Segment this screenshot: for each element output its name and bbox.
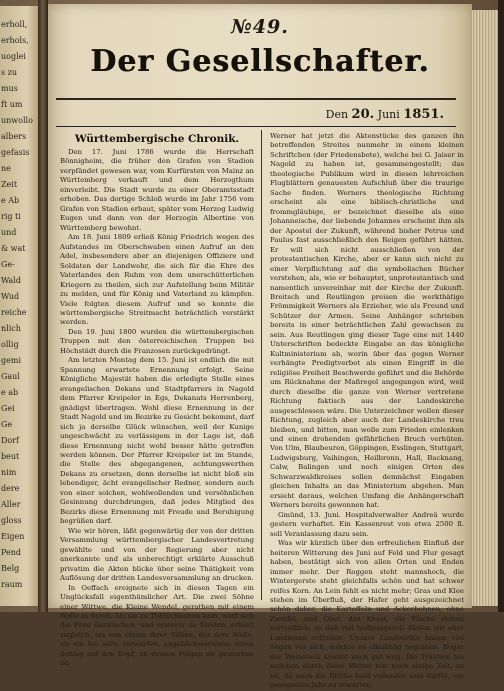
paragraph: Am letzten Montag dem 15. Juni ist endlich die mit Spannung erwartete Ernennung erfolgt. Seine Königliche Majestät haben die erledigte Stelle eines evangelischen Dekans und Stadtpfarrers in Nagold dem Pfarrer Kreipeler in Egs, Dekanats Herrenberg, gnädigst übertragen. Wohl diese Ernennung in der Stadt Nagold und im Bezirke zu Gesicht bekommt, darf sich ja derselbe Glück wünschen, weil der Kunige ungeschwächt zu verlässigem in der Lage ist, daß diese Ernennung nicht wohl besser hätte getroffen werden können. Der Pfarrer Kreipeler ist im Stande, die Stelle des abgegangenen, achtungswerthen Dekans zu ersetzen, denn derselbe ist nicht bloß ein lebendiger, ächt evangelischer Redner, sondern auch von einer solchen, wohlwollenden und versöhnlichen Gesinnung durchdrungen, daß jedes Mitglied des Bezirks diese Ernennung mit Freude und Beruhigung begrüßen darf. [60,356,254,526]
paragraph: Gmünd, 13. Juni. Hospitalverwalter Andreä wurde gestern verhaftet. Ein Kassenrest von etwa 2500 fl. soll Veranlassung dazu sein. [270,510,464,538]
date-prefix: Den [325,108,349,121]
left-page-fragment: rig ti [1,212,21,221]
left-facing-page [0,6,38,606]
left-page-fragment: Eigen [1,532,25,541]
left-page-fragment: albers [1,132,27,141]
left-page-fragment: ollig [1,340,19,349]
left-page-fragment: erhols, [1,36,29,45]
left-page-fragment: & wat [1,244,26,253]
paragraph: Wie wir hören, läßt gegenwärtig der von der dritten Versammlung württembergischer Landesvertretung gewählte und von der Regierung aber nicht anerkannte und als unberechtigt erklärte Ausschuß privatim die Akten blicke über seine Thätigkeit vom Auflösung der dritten Landesversammlung an drucken. [60,526,254,583]
left-column-text [60,148,254,669]
left-page-fragment: erholl, [1,20,28,29]
issue-number: №49. [231,16,289,38]
left-page-fragment: s zu [1,68,18,77]
left-page-fragment: Aller [1,500,21,509]
left-page-fragment: Ge- [1,260,15,269]
left-page-fragment: und [1,228,17,237]
left-page-fragment: gloss [1,516,22,525]
right-column-text [270,132,464,691]
paragraph: Werner hat jetzt die Aktenstücke des ganzen ihn betreffenden Streites nunmehr in einem kleinen Schriftchen (der Friedensbote), welche bei G. Jaiser in Nagold zu haben ist, gesammengestellt; das theologische Publikum wird in diesen lehrreichen Flugblättern genauesten Aufschluß über die traurige Sache finden. Werners theologische Richtung erscheint als eine biblisch-christliche und frommgläubige, er bezeichnet dieselbe als eine Johanneische, der liebende Johannes erscheint ihm als der Apostel der Zukunft, während bisher Petrus und Paulus fast ausschließlich den Reigen geführt hätten. Er will sich nicht ausschließen von der protestantischen Kirche, aber er kann sich nicht zu einer Verpflichtung auf die symbolischen Bücher verstehen, als, wie er behauptet, unprotestantisch und namentlich unvereinbar mit der Kirche der Zukunft. Breitsch und Reutlingen preisen die werkthätige Frömmigkeit Werners als Erzieher, wie als Freund und Schützer der Armen. Seine Anhänger schrieben bereits in einer beträchtlichen Zahl gewachsen zu sein. Aus Reutlingen ging dieser Tage eine mit 1440 Unterschriften bedeckte Eingabe an das königliche Kultministerium ab, worin über das gegen Werner verhängte Predigtverbot als einen Eingriff in die religiöse Freiheit Beschwerde geführt und die Behörde um Rücknahme der Maßregel angegangen wird, weil durch dieselbe die ganze von Werner vertretene Richtung faktisch aus der Landeskirche ausgeschlossen wäre. Die Unterzeichner wollen dieser Richtung, zugleich aber auch der Landeskirche treu bleiben, und bitten, man wolle zum Frieden einlenken und einen drohenden gefährlichen Bruch verhüten. Von Ulm, Blaubeuren, Göppingen, Esslingen, Stuttgart, Ludwigsburg, Vaihingen, Heilbronn, Hall, Backnang, Calw, Balingen und noch einigen Orten des Schwarzwaldkreises sollen demnächst Eingaben gleichen Inhalts an das Ministerium abgehen. Man ersieht daraus, welchen Umfang die Anhängerschaft Werners bereits gewonnen hat. [270,132,464,510]
left-page-fragment: e Ab [1,196,20,205]
page-edges [472,10,500,606]
left-page-fragment: raum [1,580,23,589]
paragraph: Den 17. Juni 1786 wurde die Herrschaft Bönnigheim, die früher den Grafen von Stadion verpfändet gewesen war, vom Kurfürsten von Mainz an Württemberg verkauft und dem Herzogthum einverleibt. Die Stadt wurde zu einer Oberamtsstadt erhoben. Das dortige Schloß wurde im Jahr 1756 vom Grafen von Stadion erbaut, später vom Herzog Ludwig Eugen und dann von der Herzogin Albertine von Württemberg bewohnt. [60,148,254,232]
left-page-fragment: e ab [1,388,19,397]
left-page-fragment: gefasis [1,148,30,157]
left-page-fragment: Zeit [1,180,18,189]
left-column [60,132,254,668]
left-page-fragment: Wud [1,292,20,301]
paragraph: Was wir kürzlich über den erfreulichen Einfluß der heiteren Witterung des Juni auf Feld und Flur gesagt haben, bestätigt sich von allen Orten und Enden immer mehr. Der Roggen steht mannshoch, die Wintergerste steht gleichfalls schön und hat schwer reifes Korn. An Lein fehlt es nicht mehr; Gras und Klee stehen im Überfluß, der Hafer geht ausgezeichnet schön daher, die Kartoffeln und Ackerbohnen, ohne Zweifel, und Obst, das Kraut, die Flachs stehen vortrefflich, so daß viel hoffnungsvoll dürfen wir eher Landmann erfreuen. Unsere Landwirthe haben viel Segen vor sich, möchte es allmählig beginnen. Bogar der Weinstock kommt noch gut weg. Die Trauben bei welchen durch diese Wetter nur noch einige Zeit, so ist, da auch die Blüthe bald vollendet sein dürfte, ein gesegnetes Jahr zu erwarten. [270,539,464,690]
masthead-rule [56,98,456,100]
left-page-fragment: Gaul [1,372,20,381]
left-page-fragment: Belg [1,564,20,573]
book-spine [498,0,504,612]
dateline-rule [56,126,456,127]
left-page-fragment: ft um [1,100,23,109]
paragraph: Am 18. Juni 1809 erließ König Friedrich wegen des Aufstandes im Oberschwaben einen Aufruf an den Adel, insbesondere aber an diejenigen Offiziere und Soldaten der Landwehr, die sich für die Ehre des Vaterlandes den Ruhm von dem unerschütterlichen Kriegern zu theilen, sich zur Aufstellung beim Militär zu melden, und für König und Vaterland zu kämpfen. Viele folgten diesem Aufruf und so konnte die württembergische Streitmacht beträchtlich verstärkt werden. [60,233,254,327]
paragraph: In Oeffach ereignete sich in diesen Tagen ein Unglücksfall eigenthümlicher Art. Die zwei Söhne einer Wittwe, die Kleine Wendel, gerathen mit einem Walle in Streit. Als sie zu Thätlichkeiten kam, warf sich die Frau dazwischen, und ersterer zu fürsten, erhielt zugleich, als von einem ihrer Söhne, der dem Walle, als ein bei seite verwerfen, angeblichwerweise einen Schlag auf den Kopf, an dessen Folgen sie gestorben ist. [60,583,254,668]
paragraph: Den 19. Juni 1800 wurden die württembergischen Truppen mit den österreichischen Truppen bei Höchstädt durch die Franzosen zurückgedrängt. [60,327,254,355]
left-page-fragment: reiche [1,308,27,317]
left-page-fragment: unwollo [1,116,33,125]
date-month: Juni [377,108,400,121]
column-divider [261,130,262,600]
section-title: Württembergische Chronik. [74,133,240,145]
date-year: 1851. [403,107,444,122]
left-page-fragment: gemi [1,356,21,365]
left-page-fragment: nim [1,468,17,477]
left-page-fragment: nlich [1,324,21,333]
book-gutter [38,0,48,612]
left-page-fragment: beut [1,452,20,461]
left-page-fragment: dere [1,484,20,493]
left-page-fragment: mus [1,84,18,93]
dateline [326,107,444,122]
newspaper-page [48,4,472,690]
left-page-fragment: Gei [1,404,15,413]
left-page-fragment: Wald [1,276,21,285]
right-column [270,132,464,690]
left-page-fragment: Dorf [1,436,20,445]
left-page-fragment: uoglei [1,52,26,61]
left-page-fragment: Ge [1,420,13,429]
date-day: 20. [351,107,375,122]
left-page-fragment: Pend [1,548,22,557]
left-page-fragment: ne [1,164,11,173]
masthead-title: Der Gesellschafter. [90,44,430,79]
